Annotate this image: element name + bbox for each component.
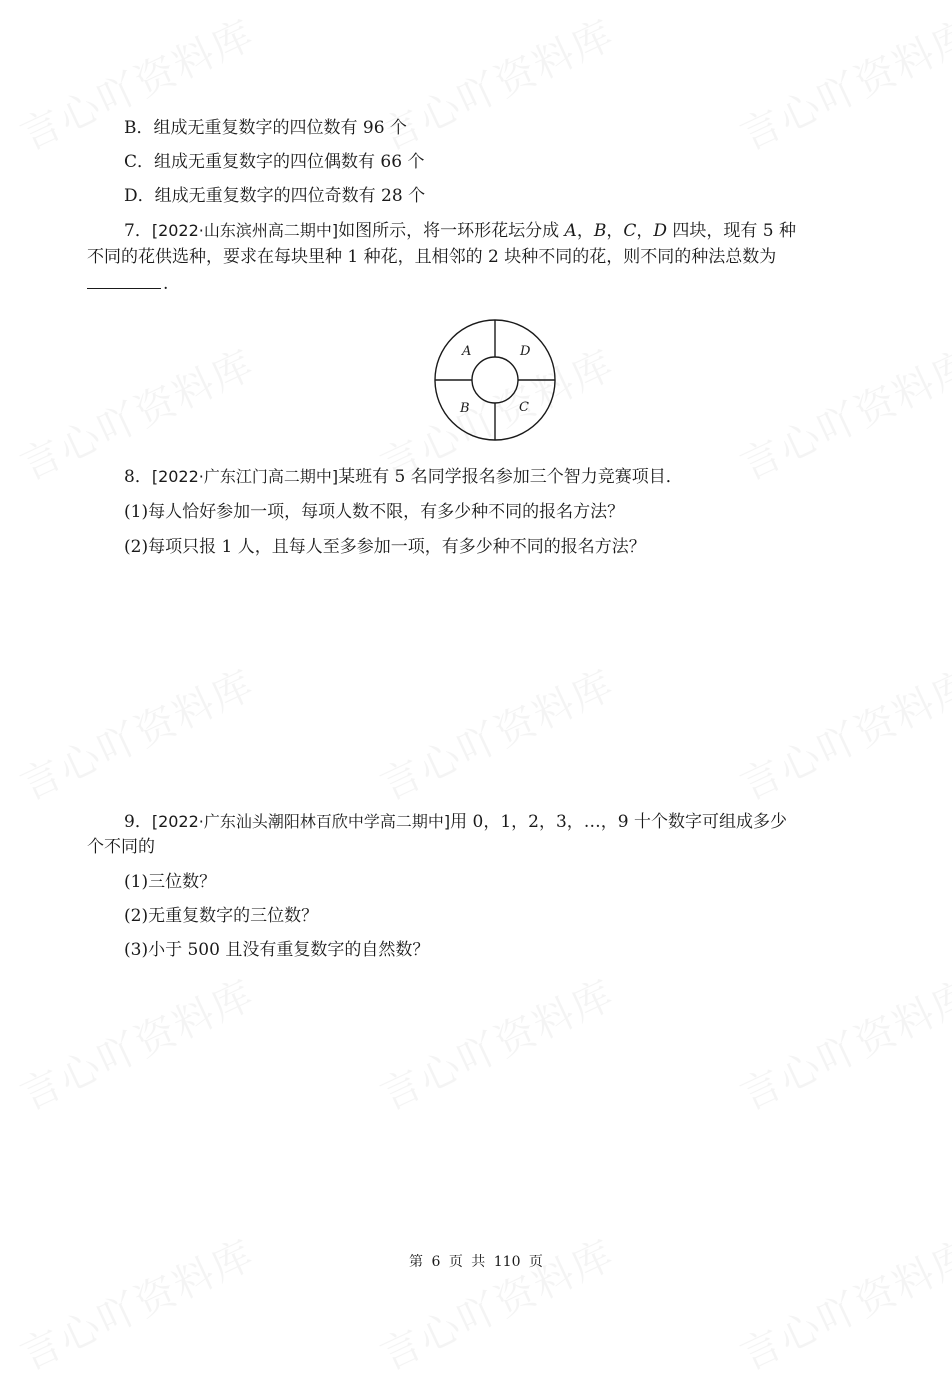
question-9-line-2: 个不同的 — [87, 837, 155, 857]
watermark — [10, 1224, 262, 1382]
region-label-b: B — [460, 401, 470, 416]
question-9-line-1: 9．[2022·广东汕头潮阳林百欣中学高二期中]用 0，1，2，3，…，9 十个数字可组成多少 — [124, 812, 788, 832]
question-source: [2022·广东江门高二期中] — [151, 467, 339, 486]
region-label-c: C — [519, 400, 529, 415]
label-a: A — [564, 221, 577, 241]
watermark — [370, 1224, 622, 1382]
question-7-line-1: 7．[2022·山东滨州高二期中]如图所示，将一环形花坛分成 A，B，C，D 四块，现有 5 种 — [124, 221, 796, 241]
question-9-part-2: (2)无重复数字的三位数？ — [124, 906, 319, 926]
question-9-part-3: (3)小于 500 且没有重复数字的自然数？ — [124, 940, 430, 960]
question-number: 7． — [124, 221, 152, 241]
question-9-part-1: (1)三位数？ — [124, 872, 217, 892]
watermark — [370, 964, 622, 1122]
watermark — [370, 4, 622, 162]
watermark — [730, 1224, 952, 1382]
watermark — [730, 654, 952, 812]
answer-blank — [87, 272, 161, 289]
watermark — [10, 964, 262, 1122]
question-source: [2022·山东滨州高二期中] — [151, 221, 339, 240]
ring-flowerbed-figure — [432, 318, 558, 444]
watermark — [730, 334, 952, 492]
question-source: [2022·广东汕头潮阳林百欣中学高二期中] — [151, 812, 451, 831]
label-d: D — [653, 221, 667, 241]
watermark — [10, 654, 262, 812]
label-b: B — [593, 221, 607, 241]
option-d: D．组成无重复数字的四位奇数有 28 个 — [124, 186, 426, 206]
watermark — [370, 654, 622, 812]
question-7-line-3: . — [87, 272, 168, 296]
inner-circle — [472, 357, 518, 403]
question-8-part-1: (1)每人恰好参加一项，每项人数不限，有多少种不同的报名方法？ — [124, 502, 625, 522]
question-number: 9． — [124, 812, 152, 832]
page-footer: 第 6 页 共 110 页 — [409, 1254, 543, 1270]
question-8-part-2: (2)每项只报 1 人，且每人至多参加一项，有多少种不同的报名方法？ — [124, 537, 646, 557]
label-c: C — [623, 221, 637, 241]
question-number: 8． — [124, 467, 152, 487]
watermark — [730, 964, 952, 1122]
question-8-line-1: 8．[2022·广东江门高二期中]某班有 5 名同学报名参加三个智力竞赛项目． — [124, 467, 683, 487]
region-label-d: D — [520, 344, 531, 359]
watermark — [730, 4, 952, 162]
question-7-line-2: 不同的花供选种，要求在每块里种 1 种花，且相邻的 2 块种不同的花，则不同的种法总数为 — [87, 247, 777, 267]
region-label-a: A — [462, 344, 472, 359]
option-c: C．组成无重复数字的四位偶数有 66 个 — [124, 152, 425, 172]
option-b: B．组成无重复数字的四位数有 96 个 — [124, 118, 407, 138]
